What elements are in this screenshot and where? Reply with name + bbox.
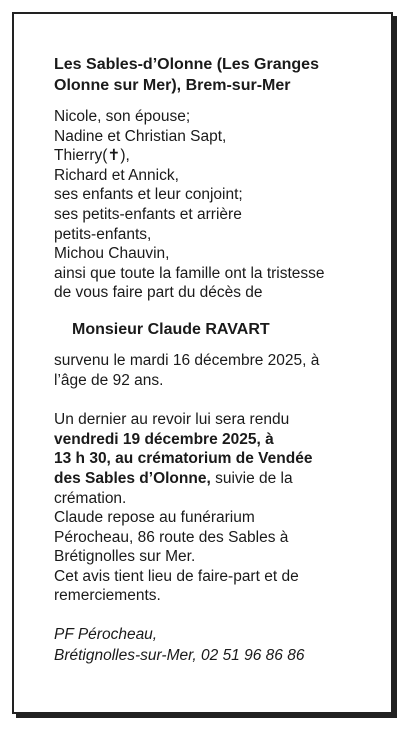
ceremony-bold: vendredi 19 décembre 2025, à <box>54 430 274 448</box>
ceremony-place <box>54 469 384 489</box>
header-line-1: Les Sables-d’Olonne (Les Granges <box>54 56 319 73</box>
rest-line-1: Claude repose au funérarium <box>54 509 255 527</box>
notice-content <box>54 54 384 666</box>
ceremony-bold: 13 h 30, au crématorium de Vendée <box>54 450 313 468</box>
family-line: de vous faire part du décès de <box>54 284 263 302</box>
family-line-close: ), <box>120 147 130 165</box>
family-line: ses petits-enfants et arrière <box>54 205 242 223</box>
family-line: petits-enfants, <box>54 225 152 243</box>
ceremony-tail: suivie de la <box>210 469 293 487</box>
family-line: Richard et Annick, <box>54 166 179 184</box>
family-line-text: Thierry( <box>54 147 108 165</box>
ceremony-bold: des Sables d’Olonne, <box>54 469 211 487</box>
header-line-2: Olonne sur Mer), Brem-sur-Mer <box>54 77 291 94</box>
rest-line-3: Brétignolles sur Mer. <box>54 548 196 566</box>
obituary-notice <box>12 12 393 714</box>
signature-line-2: Brétignolles-sur-Mer, 02 51 96 86 86 <box>54 647 305 665</box>
death-line-1: survenu le mardi 16 décembre 2025, à <box>54 351 320 369</box>
avis-line-1: Cet avis tient lieu de faire-part et de <box>54 567 299 585</box>
notice-header <box>54 54 384 96</box>
death-line-2: l’âge de 92 ans. <box>54 371 164 389</box>
signature <box>54 624 384 666</box>
ceremony-date <box>54 430 384 450</box>
family-line: Michou Chauvin, <box>54 245 170 263</box>
ceremony-end: crémation. <box>54 489 127 507</box>
ceremony-time-place <box>54 449 384 469</box>
family-line: ses enfants et leur conjoint; <box>54 186 243 204</box>
family-line: Nadine et Christian Sapt, <box>54 127 227 145</box>
family-list <box>54 107 384 303</box>
ceremony-intro: Un dernier au revoir lui sera rendu <box>54 411 290 429</box>
family-line: Nicole, son épouse; <box>54 108 191 125</box>
deceased-name: Monsieur Claude RAVART <box>72 320 270 338</box>
family-line-thierry <box>54 146 384 166</box>
family-line: ainsi que toute la famille ont la tristesse <box>54 264 325 282</box>
cross-icon: ✝ <box>107 147 121 165</box>
avis-line-2: remerciements. <box>54 587 161 605</box>
rest-line-2: Pérocheau, 86 route des Sables à <box>54 528 289 546</box>
signature-line-1: PF Pérocheau, <box>54 626 158 644</box>
spacer <box>54 390 384 410</box>
